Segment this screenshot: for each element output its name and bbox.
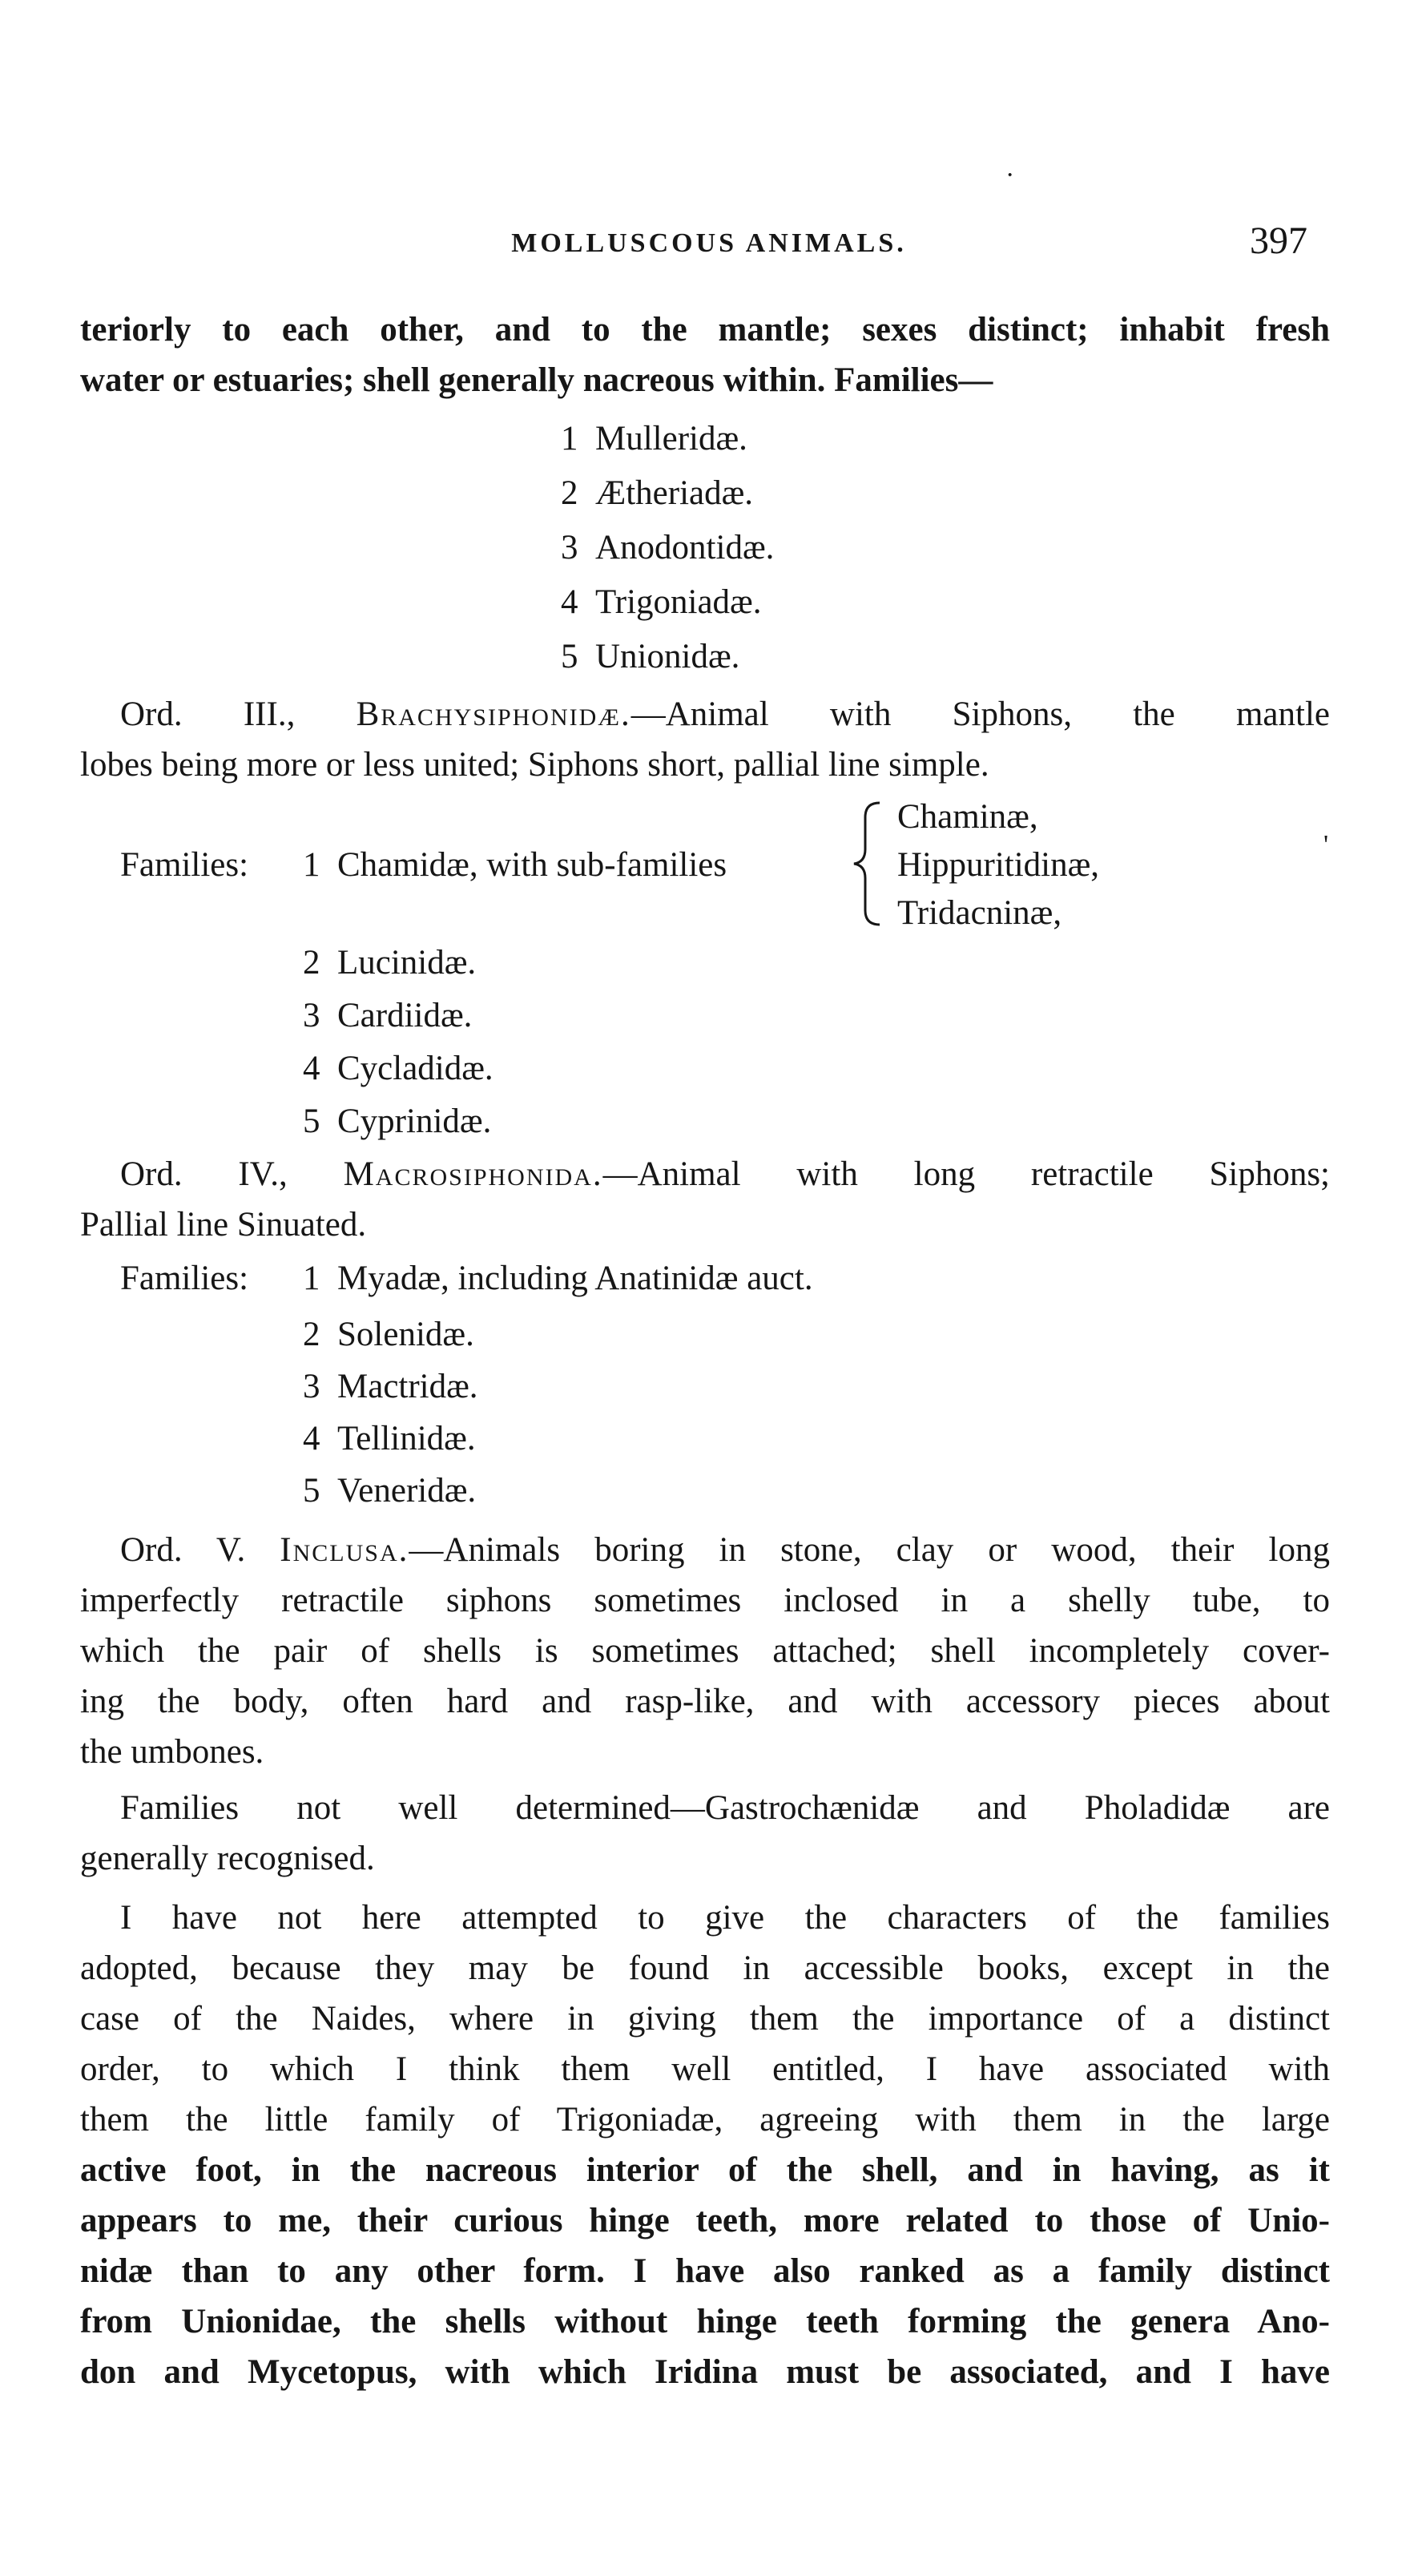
subfamily-item: Chaminæ, — [897, 798, 1038, 836]
ord5-heading-line: Ord. V. Inclusa.—Animals boring in stone, clay or wood, their long — [120, 1531, 1331, 1569]
families-note-line-1: Families not well determined—Gastrochænidæ and Pholadidæ are — [120, 1789, 1330, 1827]
body-text-line: from Unionidae, the shells without hinge teeth forming the genera Ano- — [80, 2303, 1330, 2340]
ord4-order-name: Macrosiphonida. — [343, 1155, 603, 1193]
family-item: 2 Lucinidæ. — [303, 944, 477, 982]
ord5-text-line-2: imperfectly retractile siphons sometimes inclosed in a shelly tube, to — [80, 1582, 1330, 1619]
ord4-heading-line: Ord. IV., Macrosiphonida.—Animal with long retractile Siphons; — [120, 1155, 1331, 1193]
family-item: 3 Mactridæ. — [303, 1368, 478, 1405]
running-head: MOLLUSCOUS ANIMALS. — [511, 228, 907, 258]
ord3-text-line-2: lobes being more or less united; Siphons short, pallial line simple. — [80, 746, 989, 784]
family-item: 1 Mulleridæ. — [561, 420, 747, 458]
body-text-line: adopted, because they may be found in accessible books, except in the — [80, 1949, 1330, 1987]
ord5-order-name: Inclusa. — [280, 1531, 409, 1569]
subfamily-item: Hippuritidinæ, — [897, 846, 1100, 884]
body-text-line: nidæ than to any other form. I have also ranked as a family distinct — [80, 2252, 1330, 2290]
naides-text-line-1: teriorly to each other, and to the mantle; sexes distinct; inhabit fresh — [80, 311, 1330, 349]
family-item: 3 Anodontidæ. — [561, 529, 775, 566]
ord5-text-line-3: which the pair of shells is sometimes attached; shell incompletely cover- — [80, 1632, 1330, 1670]
ord3-heading-line: Ord. III., Brachysiphonidæ.—Animal with Siphons, the mantle — [120, 695, 1330, 733]
body-text-line: appears to me, their curious hinge teeth, more related to those of Unio- — [80, 2202, 1330, 2239]
families-note-line-2: generally recognised. — [80, 1840, 375, 1877]
page-number: 397 — [1250, 220, 1307, 262]
ord5-text-line-5: the umbones. — [80, 1733, 264, 1771]
family-item: 2 Ætheriadæ. — [561, 474, 754, 512]
family-item: 5 Unionidæ. — [561, 638, 740, 675]
ord4-families-label: Families: — [120, 1260, 249, 1297]
family-item: 5 Veneridæ. — [303, 1472, 477, 1510]
family-item: 3 Cardiidæ. — [303, 997, 473, 1034]
curly-brace-icon — [849, 800, 889, 928]
body-text-line: don and Mycetopus, with which Iridina must be associated, and I have — [80, 2353, 1330, 2391]
ord4-text-line-2: Pallial line Sinuated. — [80, 1206, 367, 1244]
family-item: 5 Cyprinidæ. — [303, 1103, 492, 1140]
family-item: 4 Cycladidæ. — [303, 1050, 493, 1087]
print-speck: ' — [1323, 830, 1329, 860]
body-text-line: them the little family of Trigoniadæ, agreeing with them in the large — [80, 2101, 1330, 2139]
family-item: 4 Trigoniadæ. — [561, 583, 762, 621]
subfamily-item: Tridacninæ, — [897, 894, 1062, 932]
body-text-line: active foot, in the nacreous interior of the shell, and in having, as it — [80, 2151, 1330, 2189]
print-speck: · — [1005, 160, 1015, 190]
ord5-text-line-4: ing the body, often hard and rasp-like, and with accessory pieces about — [80, 1683, 1330, 1720]
family-item: 4 Tellinidæ. — [303, 1420, 476, 1457]
naides-text-line-2: water or estuaries; shell generally nacreous within. Families— — [80, 361, 993, 399]
body-text-line: order, to which I think them well entitled, I have associated with — [80, 2050, 1330, 2088]
ord3-family-1: 1 Chamidæ, with sub-families — [303, 846, 727, 884]
ord3-families-label: Families: — [120, 846, 249, 884]
body-text-line: I have not here attempted to give the characters of the families — [120, 1899, 1330, 1937]
family-item: 2 Solenidæ. — [303, 1316, 474, 1353]
ord4-family-1: 1 Myadæ, including Anatinidæ auct. — [303, 1260, 813, 1297]
body-text-line: case of the Naides, where in giving them the importance of a distinct — [80, 2000, 1330, 2038]
ord3-order-name: Brachysiphonidæ. — [356, 695, 631, 733]
